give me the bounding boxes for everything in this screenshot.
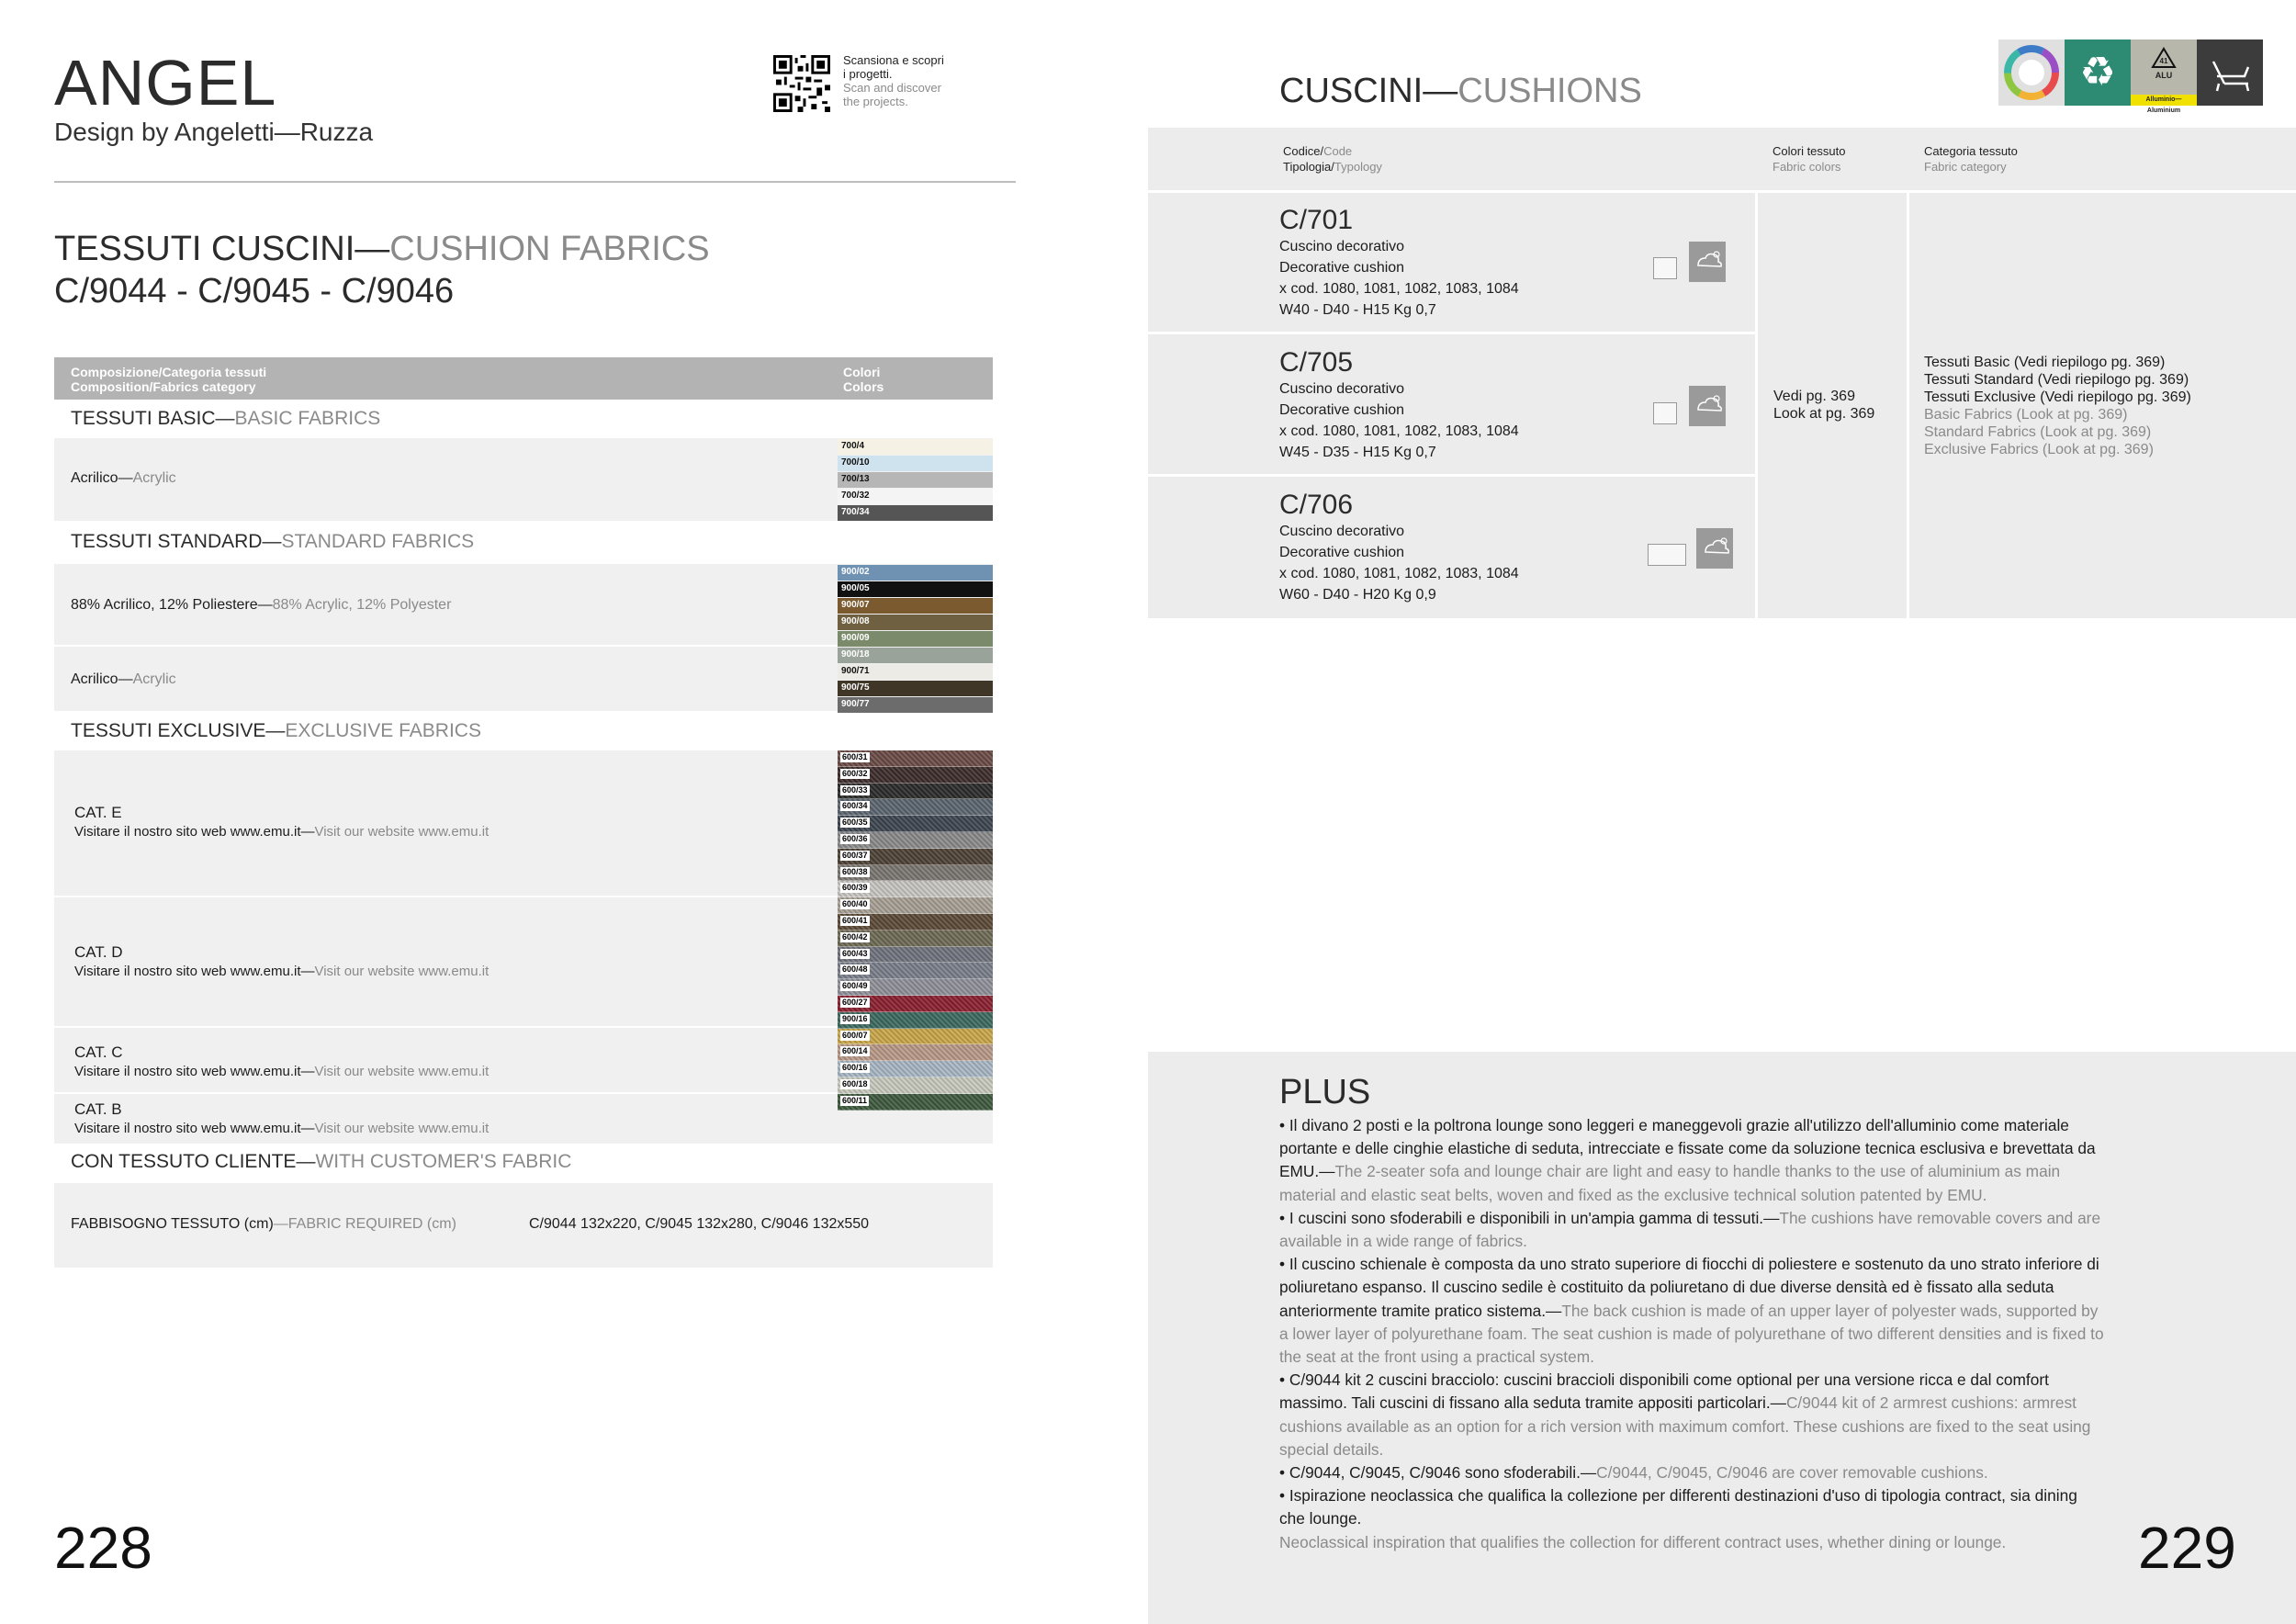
fabric-swatch: [838, 598, 993, 614]
cushions-title: [1279, 72, 1642, 111]
product-compat: x cod. 1080, 1081, 1082, 1083, 1084: [1279, 423, 1519, 439]
designer-credit: Design by Angeletti—Ruzza: [54, 118, 374, 146]
cat-c-note: [74, 1064, 489, 1079]
product-type-en: Decorative cushion: [1279, 545, 1405, 560]
row-standard-88-it: 88% Acrilico, 12% Poliestere—: [71, 597, 273, 613]
swatch-code: 600/41: [842, 915, 868, 925]
header-code-type: [1283, 143, 1382, 175]
fabric-swatch: [838, 979, 993, 996]
product-code: C/706: [1279, 490, 1354, 520]
swatch-code: 600/40: [842, 899, 868, 909]
plus-item-it: • C/9044, C/9045, C/9046 sono sfoderabili.—: [1279, 1463, 1597, 1483]
cat-c-note-en: Visit our website www.emu.it: [314, 1064, 490, 1079]
cat-e-note-it: Visitare il nostro sito web www.emu.it—: [74, 824, 315, 840]
fabric-swatch: [838, 697, 993, 713]
header-colors: [843, 365, 884, 394]
header-fabric-colors-it: Colori tessuto: [1773, 144, 1846, 158]
page-number-right: 229: [2138, 1515, 2236, 1581]
page-number-left: 228: [54, 1515, 152, 1581]
fabric-swatch: [838, 767, 993, 784]
header-fabric-category: [1924, 143, 2018, 175]
plus-item-it: • I cuscini sono sfoderabili e disponibili in un'ampia gamma di tessuti.—: [1279, 1208, 1780, 1227]
swatch-code: 600/42: [842, 931, 868, 942]
swatch-code: 900/71: [841, 666, 870, 676]
qr-caption-it-1: Scansiona e scopri: [843, 53, 944, 67]
fabric-swatch: [838, 784, 993, 800]
swatch-code: 600/27: [842, 997, 868, 1007]
product-code: C/705: [1279, 347, 1354, 378]
cushions-title-it: CUSCINI—: [1279, 72, 1458, 110]
cat-b-note-it: Visitare il nostro sito web www.emu.it—: [74, 1121, 315, 1136]
header-type-en: Typology: [1334, 160, 1382, 174]
swatch-code: 600/35: [842, 818, 868, 828]
swatches-standard: [838, 565, 993, 714]
section-standard-en: STANDARD FABRICS: [281, 531, 475, 552]
fabric-required-it: FABBISOGNO TESSUTO (cm): [71, 1216, 274, 1232]
swatch-code: 600/11: [842, 1095, 868, 1105]
qr-code-icon[interactable]: [773, 55, 830, 112]
fabric-swatch: [838, 1094, 993, 1111]
section-standard-it: TESSUTI STANDARD—: [71, 531, 282, 552]
product-compat: x cod. 1080, 1081, 1082, 1083, 1084: [1279, 566, 1519, 581]
plus-item: [1279, 1114, 2106, 1207]
header-composition-en: Composition/Fabrics category: [71, 379, 256, 394]
row-standard-88-label: [71, 597, 451, 614]
plus-item-en: Neoclassical inspiration that qualifies the collection for different contract uses, whether dining or lounge.: [1279, 1532, 2007, 1551]
cat-e-title: CAT. E: [74, 804, 122, 821]
section-exclusive-fabrics: [71, 720, 481, 742]
plus-item-en: The 2-seater sofa and lounge chair are light and easy to handle thanks to the use of aluminium as main material and elastic seat belts, woven and fixed as the exclusive technical solution patented by EMU.: [1279, 1162, 2061, 1204]
fabric-swatch: [838, 947, 993, 964]
fabric-swatch: [838, 615, 993, 630]
swatch-code: 600/32: [842, 768, 868, 778]
column-divider: [1907, 193, 1909, 618]
qr-caption-it-2: i progetti.: [843, 67, 893, 81]
fabrics-table-header: [54, 357, 993, 400]
products-table-body: [1148, 193, 2296, 618]
cushions-title-en: CUSHIONS: [1458, 72, 1642, 110]
fabric-swatch: [838, 750, 993, 767]
aluminium-icon: [2131, 39, 2197, 114]
see-page-en: Look at pg. 369: [1773, 406, 1875, 422]
row-standard-acrylic-it: Acrilico—: [71, 671, 133, 687]
swatch-code: 700/13: [841, 474, 870, 484]
swatch-code: 600/49: [842, 981, 868, 991]
product-dims: W60 - D40 - H20 Kg 0,9: [1279, 587, 1436, 603]
fabrics-title: [54, 228, 710, 312]
cat-d-title: CAT. D: [74, 943, 123, 961]
fabric-swatch: [838, 1012, 993, 1029]
cat-d-note-en: Visit our website www.emu.it: [314, 964, 490, 979]
swatch-code: 900/08: [841, 616, 870, 626]
plus-item-it: • Il divano 2 posti e la poltrona lounge sono leggeri e maneggevoli grazie all'utilizzo dell'alluminio come materiale portante e delle cinghie elastiche di seduta, intrecciate e fissate come da soluzione tecnica esclusiva e brevettata da EMU.—: [1279, 1116, 2096, 1181]
swatch-code: 600/16: [842, 1063, 868, 1073]
row-standard-acrylic-en: Acrylic: [132, 671, 176, 687]
section-basic-en: BASIC FABRICS: [234, 408, 381, 429]
product-outline-icon: [1648, 544, 1686, 566]
weather-resistance-icon: [1689, 242, 1726, 282]
swatch-code: 600/07: [842, 1030, 868, 1040]
fabric-swatch: [838, 664, 993, 680]
fabric-swatch: [838, 996, 993, 1012]
fabrics-title-en: CUSHION FABRICS: [389, 230, 710, 268]
cat-c-note-it: Visitare il nostro sito web www.emu.it—: [74, 1064, 315, 1079]
fabric-swatch: [838, 1077, 993, 1094]
plus-item: [1279, 1253, 2106, 1369]
header-colors-it: Colori: [843, 365, 881, 379]
swatch-code: 900/05: [841, 583, 870, 593]
swatch-code: 900/16: [842, 1013, 868, 1023]
product-type-it: Cuscino decorativo: [1279, 524, 1405, 539]
fabric-swatch: [838, 631, 993, 647]
swatch-code: 600/33: [842, 784, 868, 795]
category-standard-it: Tessuti Standard (Vedi riepilogo pg. 369): [1924, 372, 2189, 388]
swatch-code: 600/48: [842, 964, 868, 975]
swatches-exclusive: [838, 750, 993, 1111]
swatch-code: 600/37: [842, 850, 868, 860]
row-basic-label: [71, 470, 176, 487]
swatch-code: 600/31: [842, 752, 868, 761]
section-customer-en: WITH CUSTOMER'S FABRIC: [315, 1151, 572, 1172]
product-type-it: Cuscino decorativo: [1279, 239, 1405, 254]
fabric-swatch: [838, 439, 993, 455]
header-colors-en: Colors: [843, 379, 884, 394]
swatch-code: 700/4: [841, 441, 865, 451]
swatch-code: 900/07: [841, 600, 870, 610]
row-basic-label-it: Acrilico—: [71, 470, 133, 486]
category-standard-en: Standard Fabrics (Look at pg. 369): [1924, 424, 2152, 440]
section-exclusive-it: TESSUTI EXCLUSIVE—: [71, 720, 286, 741]
qr-caption-en-2: the projects.: [843, 95, 908, 108]
section-standard-fabrics: [71, 531, 474, 553]
swatches-basic: [838, 439, 993, 522]
row-divider: [1148, 474, 1755, 477]
fabric-swatch: [838, 456, 993, 471]
fabric-swatch: [838, 832, 993, 849]
fabric-swatch: [838, 914, 993, 930]
swatch-code: 600/34: [842, 801, 868, 811]
fabric-swatch: [838, 849, 993, 865]
section-customer-fabric: [71, 1151, 571, 1173]
aluminium-code: ALU: [2155, 71, 2173, 80]
fabric-swatch: [838, 505, 993, 521]
header-fabric-colors: [1773, 143, 1845, 175]
fabric-required-label: [71, 1216, 456, 1233]
swatch-code: 600/18: [842, 1078, 868, 1088]
plus-item-en: The back cushion is made of an upper layer of polyester wads, supported by a lower layer of polyurethane foam. The seat cushion is made of polyurethane of two different densities and is fixed to the seat at the front using a practical system.: [1279, 1301, 2104, 1367]
plus-item-en: The cushions have removable covers and are available in a wide range of fabrics.: [1279, 1208, 2101, 1251]
recycle-icon: ♻: [2065, 39, 2131, 106]
qr-caption-en-1: Scan and discover: [843, 81, 941, 95]
section-exclusive-en: EXCLUSIVE FABRICS: [285, 720, 481, 741]
fabric-swatch: [838, 881, 993, 897]
fabric-swatch: [838, 565, 993, 581]
swatch-code: 900/18: [841, 649, 870, 660]
fabrics-title-it: TESSUTI CUSCINI—: [54, 230, 390, 268]
swatch-code: 900/75: [841, 682, 870, 693]
cat-e-note: [74, 824, 489, 840]
fabric-swatch: [838, 1029, 993, 1045]
header-divider: [54, 181, 1016, 183]
swatch-code: 600/43: [842, 948, 868, 958]
collection-title: ANGEL: [54, 47, 277, 118]
qr-caption: [843, 53, 962, 108]
row-standard-88-en: 88% Acrylic, 12% Polyester: [272, 597, 452, 613]
category-exclusive-it: Tessuti Exclusive (Vedi riepilogo pg. 369): [1924, 389, 2191, 405]
fabric-swatch: [838, 648, 993, 663]
fabric-swatch: [838, 865, 993, 882]
products-table-header: [1148, 128, 2296, 190]
plus-item: [1279, 1207, 2106, 1253]
header-composition-it: Composizione/Categoria tessuti: [71, 365, 267, 379]
swatch-code: 700/10: [841, 457, 870, 468]
cat-e-note-en: Visit our website www.emu.it: [314, 824, 490, 840]
swatch-code: 600/14: [842, 1046, 868, 1056]
aluminium-number: 41: [2159, 57, 2168, 65]
plus-item-en: C/9044, C/9045, C/9046 are cover removable cushions.: [1596, 1463, 1988, 1483]
swatch-code: 900/02: [841, 567, 870, 577]
lounge-chair-icon: [2197, 39, 2263, 106]
header-fabric-category-it: Categoria tessuto: [1924, 144, 2018, 158]
section-customer-it: CON TESSUTO CLIENTE—: [71, 1151, 316, 1172]
plus-item-it: • Il cuscino schienale è composta da uno strato superiore di fiocchi di poliestere e sostenuto da uno strato inferiore di poliuretano espanso. Il cuscino sedile è costituito da poliuretano di due diverse densità ed è fissato alla seduta anteriormente tramite pratico sistema.—: [1279, 1255, 2099, 1320]
fabric-swatch: [838, 799, 993, 816]
header-type-it: Tipologia/: [1283, 160, 1334, 174]
fabrics-codes: C/9044 - C/9045 - C/9046: [54, 272, 455, 310]
product-outline-icon: [1653, 257, 1677, 279]
plus-item-it: • C/9044 kit 2 cuscini bracciolo: cuscini braccioli disponibili come optional per una versione ricca e dal comfort massimo. Tali cuscini di fissano alla seduta tramite appositi particolari.—: [1279, 1370, 2049, 1413]
product-outline-icon: [1653, 402, 1677, 424]
plus-item-it: • Ispirazione neoclassica che qualifica la collezione per differenti destinazioni d'uso di tipologia contract, sia dining che lounge.: [1279, 1486, 2077, 1528]
see-page-it: Vedi pg. 369: [1773, 389, 1855, 404]
plus-item: [1279, 1461, 2106, 1484]
categories-list: [1924, 354, 2191, 458]
plus-item-en: C/9044 kit of 2 armrest cushions: armrest cushions available as an option for a rich version with maximum comfort. These cushions are fixed to the seat using special details.: [1279, 1393, 2091, 1459]
product-dims: W40 - D40 - H15 Kg 0,7: [1279, 302, 1436, 318]
section-basic-it: TESSUTI BASIC—: [71, 408, 235, 429]
cat-c-title: CAT. C: [74, 1043, 123, 1061]
category-basic-en: Basic Fabrics (Look at pg. 369): [1924, 407, 2128, 423]
product-type-it: Cuscino decorativo: [1279, 381, 1405, 397]
fabric-swatch: [838, 1044, 993, 1061]
cat-b-title: CAT. B: [74, 1100, 122, 1118]
swatch-code: 900/77: [841, 699, 870, 709]
category-exclusive-en: Exclusive Fabrics (Look at pg. 369): [1924, 442, 2154, 457]
column-divider: [1755, 193, 1758, 618]
product-type-en: Decorative cushion: [1279, 402, 1405, 418]
swatch-code: 600/36: [842, 833, 868, 843]
header-code-en: Code: [1323, 144, 1353, 158]
row-divider: [1148, 332, 1755, 334]
fabric-swatch: [838, 816, 993, 832]
plus-item: [1279, 1484, 2106, 1554]
swatch-code: 600/38: [842, 866, 868, 876]
fabric-required-en: —FABRIC REQUIRED (cm): [273, 1216, 456, 1232]
fabric-swatch: [838, 581, 993, 597]
fabric-swatch: [838, 897, 993, 914]
weather-resistance-icon: [1696, 528, 1733, 569]
product-code: C/701: [1279, 205, 1354, 235]
header-fabric-colors-en: Fabric colors: [1773, 160, 1841, 174]
swatch-code: 900/09: [841, 633, 870, 643]
header-fabric-category-en: Fabric category: [1924, 160, 2007, 174]
cat-d-note-it: Visitare il nostro sito web www.emu.it—: [74, 964, 315, 979]
section-basic-fabrics: [71, 408, 380, 430]
product-compat: x cod. 1080, 1081, 1082, 1083, 1084: [1279, 281, 1519, 297]
plus-item: [1279, 1369, 2106, 1461]
fabric-swatch: [838, 1061, 993, 1077]
color-wheel-icon: [1998, 39, 2065, 106]
cat-d-note: [74, 964, 489, 979]
fabric-required-value: C/9044 132x220, C/9045 132x280, C/9046 132x550: [529, 1216, 870, 1232]
plus-list: [1279, 1114, 2106, 1554]
product-dims: W45 - D35 - H15 Kg 0,7: [1279, 445, 1436, 460]
swatch-code: 700/32: [841, 491, 870, 501]
swatch-code: 600/39: [842, 883, 868, 893]
row-standard-acrylic-label: [71, 671, 176, 688]
fabric-swatch: [838, 472, 993, 488]
header-composition: [71, 365, 266, 394]
cat-b-note-en: Visit our website www.emu.it: [314, 1121, 490, 1136]
fabric-swatch: [838, 681, 993, 696]
row-basic-label-en: Acrylic: [132, 470, 176, 486]
fabric-swatch: [838, 963, 993, 979]
product-type-en: Decorative cushion: [1279, 260, 1405, 276]
aluminium-label: Alluminio—Aluminium: [2131, 95, 2197, 106]
fabric-swatch: [838, 930, 993, 947]
cat-b-note: [74, 1121, 489, 1136]
weather-resistance-icon: [1689, 386, 1726, 426]
plus-title: PLUS: [1279, 1073, 1371, 1111]
swatch-code: 700/34: [841, 507, 870, 517]
fabric-swatch: [838, 489, 993, 504]
header-code-it: Codice/: [1283, 144, 1324, 158]
category-basic-it: Tessuti Basic (Vedi riepilogo pg. 369): [1924, 355, 2166, 370]
